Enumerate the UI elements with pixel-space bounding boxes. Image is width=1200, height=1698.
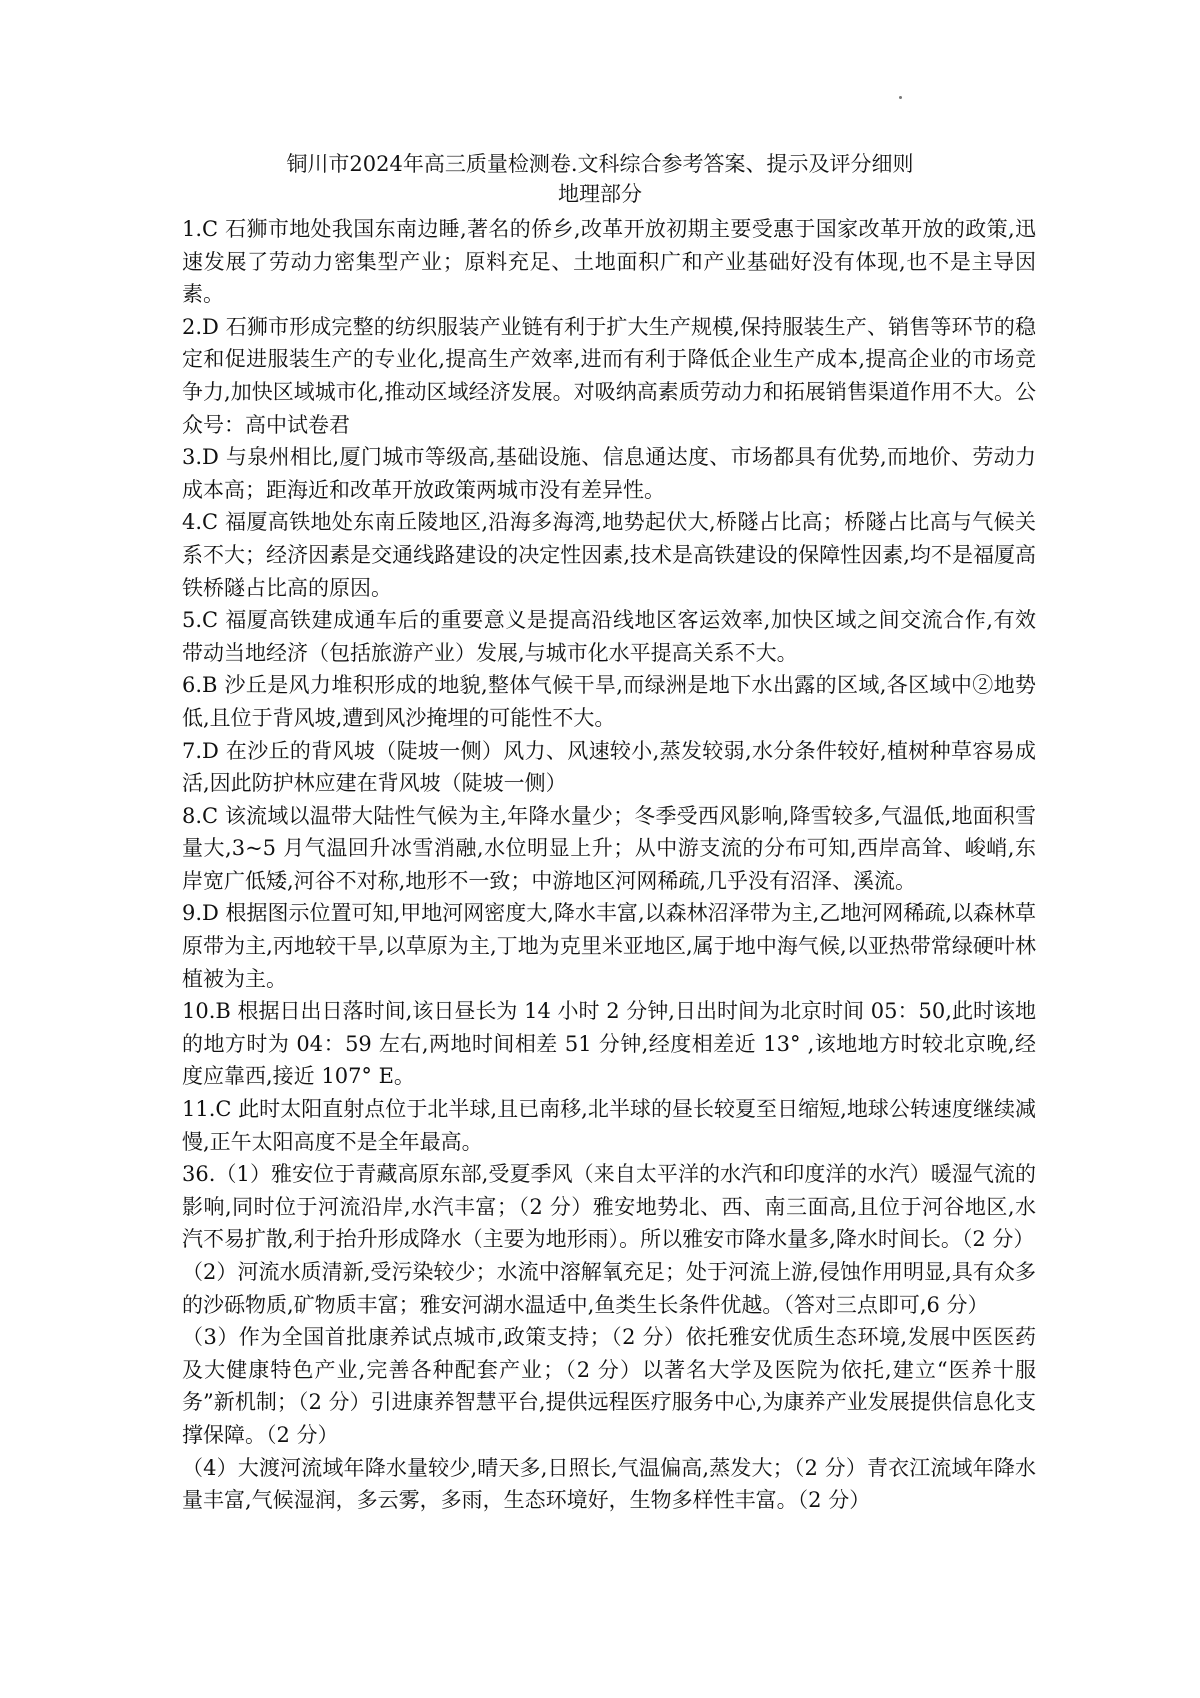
answer-item-9: 9.D 根据图示位置可知,甲地河网密度大,降水丰富,以森林沼泽带为主,乙地河网稀疏,以森林草原带为主,丙地较干旱,以草原为主,丁地为克里米亚地区,属于地中海气候,以亚热带常绿硬叶林植被为主。 bbox=[182, 901, 1036, 991]
document-title: 铜川市2024年高三质量检测卷.文科综合参考答案、提示及评分细则 bbox=[286, 152, 914, 176]
answer-item-1: 1.C 石狮市地处我国东南边睡,著名的侨乡,改革开放初期主要受惠于国家改革开放的政策,迅速发展了劳动力密集型产业；原料充足、土地面积广和产业基础好没有体现,也不是主导因素。 bbox=[182, 217, 1036, 307]
answer-item-6: 6.B 沙丘是风力堆积形成的地貌,整体气候干旱,而绿洲是地下水出露的区域,各区域中②地势低,且位于背风坡,遭到风沙掩埋的可能性不大。 bbox=[182, 673, 1036, 730]
answer-item-8: 8.C 该流域以温带大陆性气候为主,年降水量少；冬季受西风影响,降雪较多,气温低,地面积雪量大,3~5 月气温回升冰雪消融,水位明显上升；从中游支流的分布可知,西岸高耸、峻峭,东岸宽广低矮,河谷不对称,地形不一致；中游地区河网稀疏,几乎没有沼泽、溪流。 bbox=[182, 803, 1036, 893]
answer-item-36-3: （3）作为全国首批康养试点城市,政策支持；（2 分）依托雅安优质生态环境,发展中医医药及大健康特色产业,完善各种配套产业；（2 分）以著名大学及医院为依托,建立“医养十服务”新机制；（2 分）引进康养智慧平台,提供远程医疗服务中心,为康养产业发展提供信息化支撑保障。（2 分） bbox=[182, 1325, 1036, 1447]
answer-item-2: 2.D 石狮市形成完整的纺织服装产业链有利于扩大生产规模,保持服装生产、销售等环节的稳定和促进服装生产的专业化,提高生产效率,进而有利于降低企业生产成本,提高企业的市场竞争力,加快区域城市化,推动区域经济发展。对吸纳高素质劳动力和拓展销售渠道作用不大。公众号：高中试卷君 bbox=[182, 314, 1036, 437]
section-subtitle: 地理部分 bbox=[558, 182, 642, 206]
answer-item-5: 5.C 福厦高铁建成通车后的重要意义是提高沿线地区客运效率,加快区域之间交流合作,有效带动当地经济（包括旅游产业）发展,与城市化水平提高关系不大。 bbox=[182, 608, 1036, 665]
answer-item-7: 7.D 在沙丘的背风坡（陡坡一侧）风力、风速较小,蒸发较弱,水分条件较好,植树种草容易成活,因此防护林应建在背风坡（陡坡一侧） bbox=[182, 738, 1036, 796]
answer-item-11: 11.C 此时太阳直射点位于北半球,且已南移,北半球的昼长较夏至日缩短,地球公转速度继续减慢,正午太阳高度不是全年最高。 bbox=[182, 1097, 1036, 1154]
answer-item-36-1: 36.（1）雅安位于青藏高原东部,受夏季风（来自太平洋的水汽和印度洋的水汽）暖湿气流的影响,同时位于河流沿岸,水汽丰富；（2 分）雅安地势北、西、南三面高,且位于河谷地区,水汽不易扩散,利于抬升形成降水（主要为地形雨）。所以雅安市降水量多,降水时间长。（2 分） bbox=[182, 1162, 1036, 1252]
answer-item-36-2: （2）河流水质清新,受污染较少；水流中溶解氧充足；处于河流上游,侵蚀作用明显,具有众多的沙砾物质,矿物质丰富；雅安河湖水温适中,鱼类生长条件优越。（答对三点即可,6 分） bbox=[182, 1260, 1036, 1317]
answer-item-10: 10.B 根据日出日落时间,该日昼长为 14 小时 2 分钟,日出时间为北京时间 05：50,此时该地的地方时为 04：59 左右,两地时间相差 51 分钟,经度相差近 13° ,该地地方时较北京晚,经度应靠西,接近 107° E。 bbox=[182, 999, 1036, 1089]
answer-item-3: 3.D 与泉州相比,厦门城市等级高,基础设施、信息通达度、市场都具有优势,而地价、劳动力成本高；距海近和改革开放政策两城市没有差异性。 bbox=[182, 445, 1036, 502]
answer-body bbox=[182, 213, 1036, 1517]
answer-item-4: 4.C 福厦高铁地处东南丘陵地区,沿海多海湾,地势起伏大,桥隧占比高；桥隧占比高与气候关系不大；经济因素是交通线路建设的决定性因素,技术是高铁建设的保障性因素,均不是福厦高铁桥隧占比高的原因。 bbox=[182, 510, 1036, 600]
answer-item-36-4: （4）大渡河流域年降水量较少,晴天多,日照长,气温偏高,蒸发大；（2 分）青衣江流域年降水量丰富,气候湿润，多云雾，多雨，生态环境好，生物多样性丰富。（2 分） bbox=[182, 1455, 1036, 1513]
scan-dot bbox=[899, 96, 902, 99]
